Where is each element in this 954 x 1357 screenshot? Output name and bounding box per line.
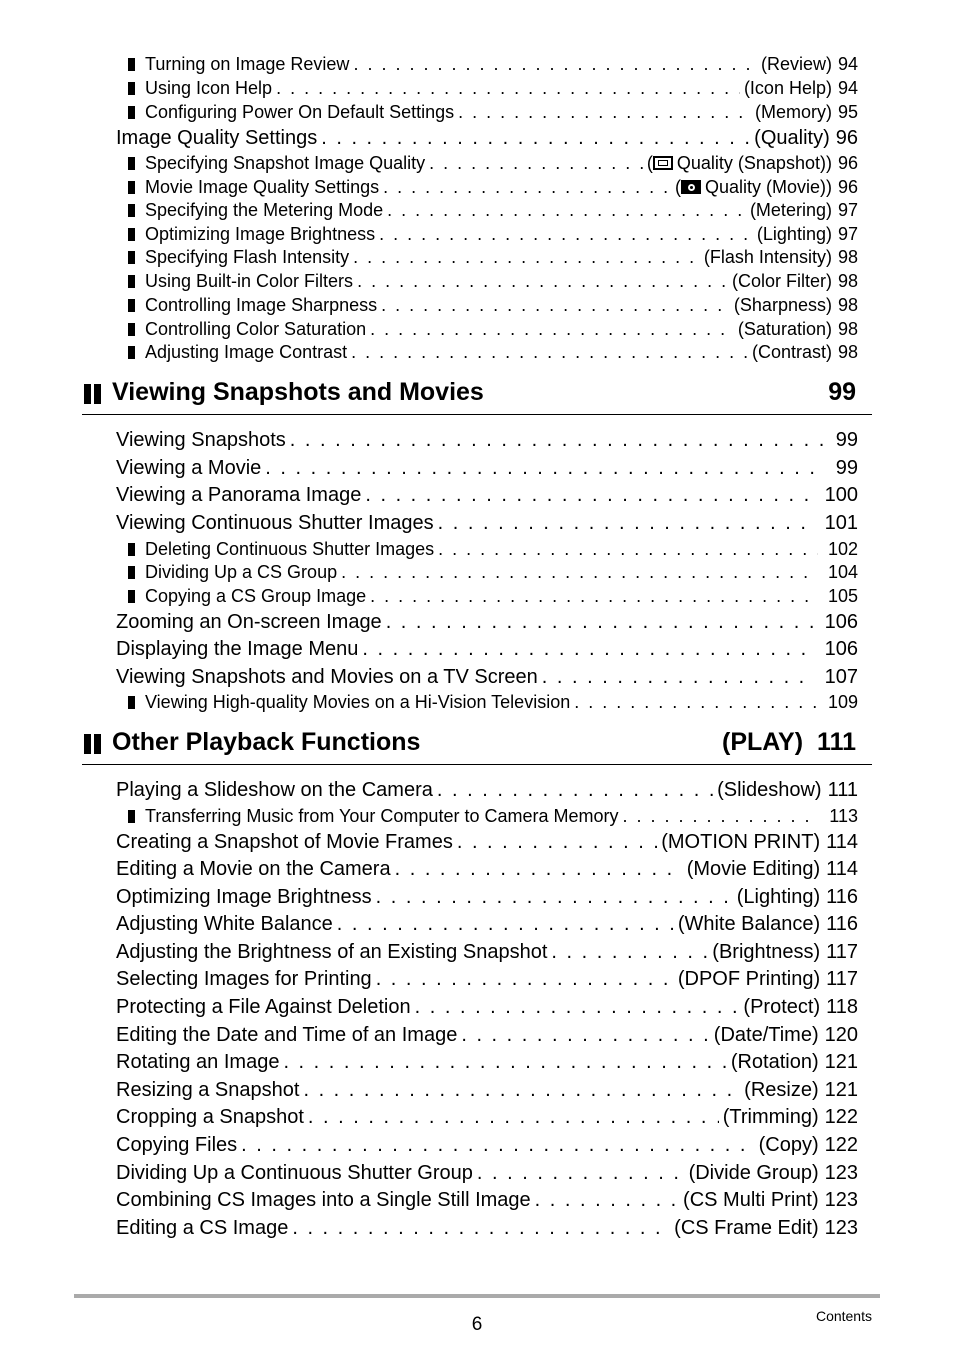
leader-dots (622, 806, 819, 827)
leader-dots (357, 271, 728, 292)
toc-entry[interactable] (128, 562, 858, 583)
leader-dots (276, 78, 740, 99)
entry-page: 106 (824, 638, 858, 660)
entry-page: 98 (837, 294, 858, 315)
entry-title: Rotating an Image (116, 1051, 280, 1073)
bullet-icon (128, 157, 135, 170)
entry-page: 118 (826, 996, 858, 1018)
toc-entry[interactable] (116, 941, 858, 964)
leader-dots (370, 586, 818, 607)
entry-page: 105 (827, 586, 858, 606)
bullet-icon (128, 543, 135, 556)
leader-dots (381, 295, 730, 316)
entry-tag: (Icon Help) (743, 78, 832, 98)
toc-entry[interactable] (128, 247, 858, 268)
entry-title: Controlling Image Sharpness (145, 294, 378, 315)
leader-dots (353, 247, 700, 268)
tag-prefix: ( (646, 153, 653, 173)
leader-dots (542, 666, 815, 689)
leader-dots (290, 429, 826, 452)
entry-page: 121 (824, 1079, 858, 1101)
section-tag-page (722, 728, 856, 757)
entry-page: 96 (835, 127, 858, 149)
entry-title: Dividing Up a Continuous Shutter Group (116, 1162, 473, 1184)
toc-entry[interactable] (116, 913, 858, 936)
toc-entry[interactable] (116, 611, 858, 634)
leader-dots (477, 1162, 685, 1185)
entry-page: 123 (824, 1189, 858, 1211)
entry-title: Viewing High-quality Movies on a Hi-Vision Television (145, 692, 571, 712)
entry-tag: (Divide Group) (688, 1162, 819, 1184)
toc-entry[interactable] (128, 271, 858, 292)
bullet-icon (128, 810, 135, 823)
entry-tag: (CS Frame Edit) (674, 1217, 819, 1239)
tag-text: Quality (Snapshot)) (676, 153, 832, 173)
entry-title: Turning on Image Review (145, 54, 350, 74)
section-page: 99 (828, 378, 856, 406)
toc-entry[interactable] (116, 1217, 858, 1240)
entry-tag: (Slideshow) (717, 779, 822, 801)
leader-dots (438, 539, 818, 560)
entry-tag (675, 177, 832, 198)
leader-dots (241, 1134, 754, 1157)
bullet-icon (128, 696, 135, 709)
section-heading-playback (82, 728, 872, 765)
entry-title: Adjusting White Balance (116, 913, 333, 935)
leader-dots (457, 831, 657, 854)
entry-title: Specifying Snapshot Image Quality (145, 153, 426, 173)
toc-entry[interactable] (116, 1079, 858, 1102)
entry-page: 117 (826, 968, 858, 990)
entry-title: Using Icon Help (145, 78, 273, 98)
leader-dots (365, 484, 814, 507)
entry-tag: (Contrast) (751, 342, 832, 363)
leader-dots (362, 638, 814, 661)
leader-dots (574, 692, 818, 713)
entry-title: Viewing Continuous Shutter Images (116, 512, 434, 534)
leader-dots (379, 224, 753, 245)
entry-title: Playing a Slideshow on the Camera (116, 779, 433, 801)
toc-entry[interactable] (116, 484, 858, 507)
leader-dots (370, 319, 734, 340)
entry-title: Dividing Up a CS Group (145, 562, 338, 582)
toc-entry[interactable] (116, 1024, 858, 1047)
entry-page: 107 (824, 666, 858, 688)
entry-page: 116 (826, 886, 858, 908)
entry-title: Deleting Continuous Shutter Images (145, 539, 435, 559)
entry-tag: (Saturation) (737, 318, 832, 339)
entry-page: 120 (824, 1024, 858, 1046)
entry-title: Combining CS Images into a Single Still Image (116, 1189, 531, 1211)
entry-page: 122 (824, 1134, 858, 1156)
toc-entry[interactable] (116, 1051, 858, 1074)
entry-title: Adjusting Image Contrast (145, 342, 348, 363)
entry-page: 114 (826, 858, 858, 880)
entry-tag: (MOTION PRINT) (661, 831, 821, 853)
toc-entry[interactable] (116, 831, 858, 854)
entry-page: 98 (837, 247, 858, 268)
entry-title: Protecting a File Against Deletion (116, 996, 411, 1018)
leader-dots (535, 1189, 679, 1212)
movie-quality-icon (681, 180, 701, 194)
toc-entry[interactable] (116, 1134, 858, 1157)
toc-entry[interactable] (116, 858, 858, 881)
bullet-icon (128, 106, 135, 119)
entry-page: 100 (824, 484, 858, 506)
toc-entry[interactable] (116, 429, 858, 452)
entry-page: 111 (827, 779, 858, 801)
bullet-icon (128, 275, 135, 288)
entry-tag: (CS Multi Print) (683, 1189, 819, 1211)
entry-title: Copying Files (116, 1134, 238, 1156)
leader-dots (337, 913, 674, 936)
entry-title: Zooming an On-screen Image (116, 611, 382, 633)
entry-page: 99 (835, 429, 858, 451)
leader-dots (351, 342, 748, 363)
entry-title: Optimizing Image Brightness (116, 886, 372, 908)
toc-entry[interactable] (128, 177, 858, 198)
entry-tag: (Flash Intensity) (703, 247, 832, 268)
toc-entry[interactable] (116, 996, 858, 1019)
entry-tag: (Review) (760, 54, 832, 74)
toc-entry[interactable] (116, 886, 858, 909)
entry-page: 96 (837, 153, 858, 173)
entry-page: 114 (826, 831, 858, 853)
toc-entry[interactable] (116, 666, 858, 689)
leader-dots (376, 968, 674, 991)
toc-entry[interactable] (128, 54, 858, 75)
entry-tag: (Protect) (743, 996, 821, 1018)
snapshot-quality-icon (653, 156, 673, 170)
entry-page: 123 (824, 1162, 858, 1184)
entry-title: Selecting Images for Printing (116, 968, 372, 990)
entry-tag (647, 153, 832, 174)
bullet-icon (128, 204, 135, 217)
leader-dots (303, 1079, 740, 1102)
entry-tag: (White Balance) (677, 913, 821, 935)
leader-dots (429, 153, 643, 174)
entry-page: 117 (826, 941, 858, 963)
entry-title: Transferring Music from Your Computer to Camera Memory (145, 806, 619, 826)
entry-tag: (Rotation) (730, 1051, 819, 1073)
toc-entry[interactable] (116, 127, 858, 150)
entry-page: 109 (827, 692, 858, 712)
toc-entry[interactable] (116, 512, 858, 535)
entry-page: 95 (837, 102, 858, 122)
entry-title: Adjusting the Brightness of an Existing Snapshot (116, 941, 548, 963)
bullet-icon (128, 251, 135, 264)
leader-dots (383, 177, 671, 198)
leader-dots (386, 611, 815, 634)
toc-entry[interactable] (116, 457, 858, 480)
toc-entry[interactable] (128, 102, 858, 123)
entry-title: Viewing a Panorama Image (116, 484, 362, 506)
entry-tag: (Resize) (744, 1079, 819, 1101)
entry-tag: (Brightness) (712, 941, 821, 963)
entry-title: Editing a Movie on the Camera (116, 858, 391, 880)
section-heading-viewing (82, 378, 872, 415)
leader-dots (321, 127, 750, 150)
toc-entry[interactable] (128, 806, 858, 827)
entry-tag: (Metering) (749, 200, 832, 220)
bullet-icon (128, 299, 135, 312)
entry-title: Controlling Color Saturation (145, 318, 367, 339)
contents-link[interactable]: Contents (815, 1308, 872, 1324)
entry-page: 97 (837, 200, 858, 220)
entry-title: Movie Image Quality Settings (145, 177, 380, 197)
leader-dots (283, 1051, 726, 1074)
section-title: Viewing Snapshots and Movies (112, 378, 484, 406)
toc-entry[interactable] (116, 1106, 858, 1129)
entry-page: 106 (824, 611, 858, 633)
entry-title: Using Built-in Color Filters (145, 271, 354, 292)
leader-dots (376, 886, 733, 909)
entry-page: 122 (824, 1106, 858, 1128)
leader-dots (353, 54, 757, 75)
section-marker-icon (84, 734, 102, 754)
leader-dots (461, 1024, 709, 1047)
entry-title: Displaying the Image Menu (116, 638, 359, 660)
entry-title: Viewing a Movie (116, 457, 262, 479)
entry-title: Configuring Power On Default Settings (145, 102, 455, 122)
toc-entry[interactable] (128, 319, 858, 340)
entry-tag: (Lighting) (736, 886, 821, 908)
entry-tag: (Date/Time) (713, 1024, 819, 1046)
bullet-icon (128, 566, 135, 579)
entry-page: 94 (837, 54, 858, 74)
bullet-icon (128, 82, 135, 95)
toc-entry[interactable] (128, 78, 858, 99)
leader-dots (341, 562, 818, 583)
bullet-icon (128, 590, 135, 603)
page-number: 6 (471, 1314, 483, 1335)
footer-rule (74, 1294, 880, 1298)
entry-page: 104 (827, 562, 858, 582)
leader-dots (395, 858, 683, 881)
section-title: Other Playback Functions (112, 728, 421, 756)
entry-title: Specifying Flash Intensity (145, 247, 350, 268)
entry-title: Copying a CS Group Image (145, 586, 367, 606)
entry-title: Specifying the Metering Mode (145, 200, 384, 220)
toc-entry[interactable] (128, 153, 858, 174)
entry-title: Image Quality Settings (116, 127, 318, 149)
entry-tag: (Lighting) (756, 223, 832, 244)
section-marker-icon (84, 384, 102, 404)
bullet-icon (128, 228, 135, 241)
entry-page: 121 (824, 1051, 858, 1073)
entry-page: 97 (837, 223, 858, 244)
toc-entry[interactable] (128, 224, 858, 245)
entry-title: Editing the Date and Time of an Image (116, 1024, 458, 1046)
entry-title: Creating a Snapshot of Movie Frames (116, 831, 453, 853)
toc-entry[interactable] (128, 586, 858, 607)
toc-entry[interactable] (128, 200, 858, 221)
leader-dots (292, 1217, 670, 1240)
bullet-icon (128, 346, 135, 359)
bullet-icon (128, 323, 135, 336)
entry-title: Editing a CS Image (116, 1217, 289, 1239)
entry-title: Viewing Snapshots (116, 429, 286, 451)
entry-tag: (DPOF Printing) (677, 968, 821, 990)
toc-entry[interactable] (128, 342, 858, 363)
leader-dots (551, 941, 708, 964)
toc-entry[interactable] (116, 1189, 858, 1212)
entry-page: 98 (837, 342, 858, 363)
bullet-icon (128, 58, 135, 71)
tag-prefix: ( (674, 177, 681, 197)
tag-text: Quality (Movie)) (704, 177, 832, 197)
entry-page: 96 (837, 177, 858, 197)
entry-title: Cropping a Snapshot (116, 1106, 304, 1128)
entry-tag: (Quality) (754, 127, 830, 149)
leader-dots (458, 102, 751, 123)
toc-entry[interactable] (116, 968, 858, 991)
toc-entry[interactable] (116, 779, 858, 802)
section-page: 111 (817, 728, 856, 756)
toc-entry[interactable] (116, 638, 858, 661)
leader-dots (437, 779, 713, 802)
leader-dots (438, 512, 815, 535)
toc-entry[interactable] (116, 1162, 858, 1185)
entry-title: Resizing a Snapshot (116, 1079, 300, 1101)
entry-page: 98 (837, 318, 858, 339)
entry-title: Optimizing Image Brightness (145, 223, 376, 244)
entry-page: 102 (827, 539, 858, 559)
entry-tag: (Trimming) (722, 1106, 819, 1128)
entry-tag: (Copy) (758, 1134, 819, 1156)
entry-page: 98 (837, 271, 858, 292)
toc-entry[interactable] (128, 692, 858, 713)
leader-dots (308, 1106, 719, 1129)
entry-tag: (Movie Editing) (686, 858, 821, 880)
leader-dots (265, 457, 825, 480)
bullet-icon (128, 181, 135, 194)
entry-page: 101 (824, 512, 858, 534)
entry-page: 94 (837, 78, 858, 98)
entry-tag: (Color Filter) (731, 271, 832, 292)
entry-page: 116 (826, 913, 858, 935)
toc-entry[interactable] (128, 295, 858, 316)
entry-page: 99 (835, 457, 858, 479)
leader-dots (415, 996, 740, 1019)
entry-tag: (Sharpness) (733, 294, 832, 315)
leader-dots (387, 200, 746, 221)
section-tag: (PLAY) (722, 728, 804, 756)
entry-page: 113 (829, 806, 858, 826)
entry-title: Viewing Snapshots and Movies on a TV Screen (116, 666, 538, 688)
toc-entry[interactable] (128, 539, 858, 560)
entry-page: 123 (824, 1217, 858, 1239)
entry-tag: (Memory) (754, 102, 832, 122)
